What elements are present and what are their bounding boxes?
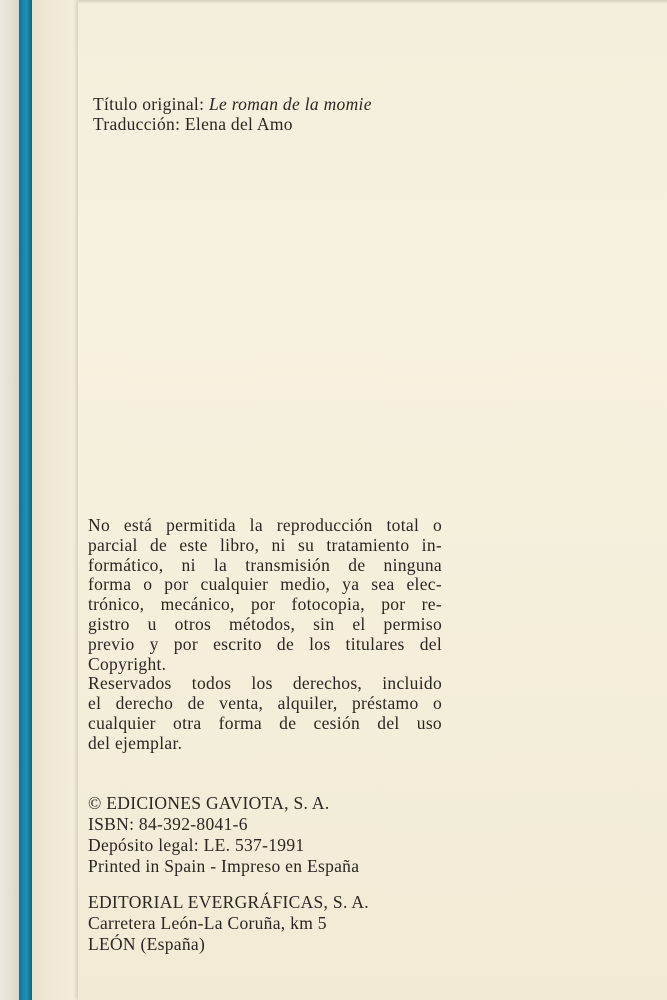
- legal-line: Reservados todos los derechos, incluido: [88, 673, 442, 694]
- book-cover-spine: [19, 0, 32, 1000]
- original-title-line: [93, 95, 372, 115]
- page-top-edge: [78, 0, 667, 4]
- publisher-line: © EDICIONES GAVIOTA, S. A.: [88, 793, 330, 813]
- page-gutter: [32, 0, 78, 1000]
- legal-line: parcial de este libro, ni su tratamiento in-: [88, 534, 442, 555]
- legal-line: el derecho de venta, alquiler, préstamo o: [88, 693, 442, 714]
- legal-line: Copyright.: [88, 653, 167, 674]
- legal-line: cualquier otra forma de cesión del uso: [88, 712, 442, 733]
- translation-label: Traducción:: [93, 113, 181, 134]
- translation-line: [93, 115, 372, 135]
- legal-line: gistro u otros métodos, sin el permiso: [88, 613, 442, 634]
- legal-line: formático, ni la transmisión de ninguna: [88, 554, 442, 575]
- publisher-imprint: [88, 794, 359, 878]
- isbn-line: ISBN: 84-392-8041-6: [88, 814, 248, 834]
- printer-city: LEÓN (España): [88, 934, 206, 954]
- printer-imprint: [88, 893, 369, 956]
- legal-line: previo y por escrito de los titulares del: [88, 633, 442, 654]
- copyright-notice: [88, 516, 442, 754]
- legal-line: del ejemplar.: [88, 732, 183, 753]
- printer-address: Carretera León-La Coruña, km 5: [88, 913, 327, 933]
- legal-line: forma o por cualquier medio, ya sea elec-: [88, 574, 442, 595]
- original-title-label: Título original:: [93, 94, 205, 114]
- deposito-legal-line: Depósito legal: LE. 537-1991: [88, 835, 305, 855]
- book-outer-edge: [0, 0, 20, 1000]
- legal-line: No está permitida la reproducción total o: [88, 515, 442, 535]
- original-title-value: Le roman de la momie: [208, 94, 372, 114]
- translation-value: Elena del Amo: [184, 113, 293, 134]
- printed-in-line: Printed in Spain - Impreso en España: [88, 856, 360, 876]
- printer-name: EDITORIAL EVERGRÁFICAS, S. A.: [88, 892, 369, 912]
- legal-line: trónico, mecánico, por fotocopia, por re-: [88, 594, 442, 615]
- credits-block: [93, 95, 372, 135]
